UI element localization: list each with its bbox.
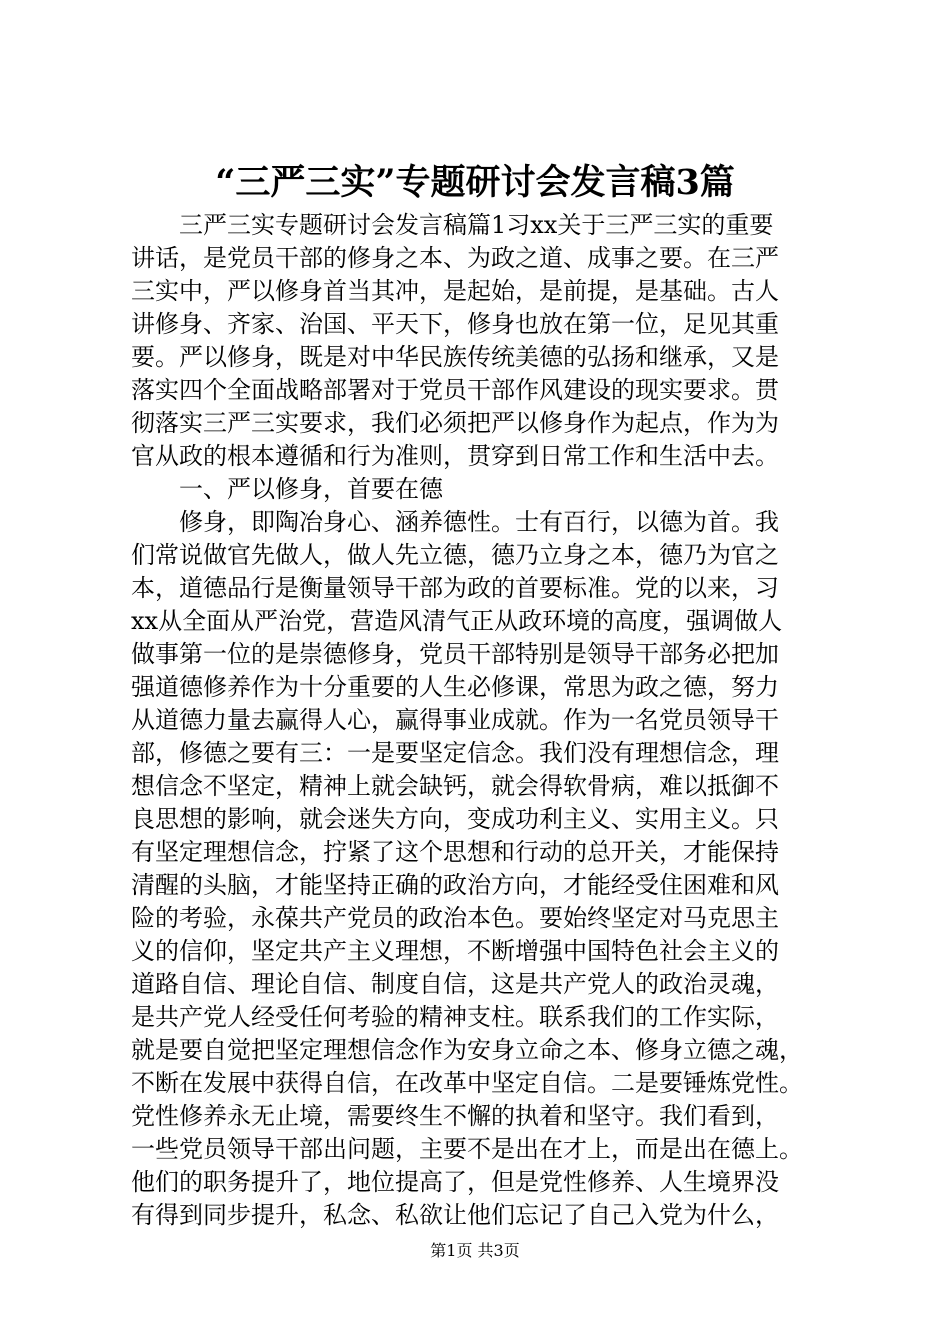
text-line: 有坚定理想信念，拧紧了这个思想和行动的总开关，才能保持	[131, 838, 779, 866]
section-heading: 一、严以修身，首要在德	[179, 475, 443, 503]
text-line: 道路自信、理论自信、制度自信，这是共产党人的政治灵魂，	[131, 970, 779, 998]
text-line: 险的考验，永葆共产党员的政治本色。要始终坚定对马克思主	[131, 904, 779, 932]
document-body	[131, 209, 831, 1232]
text-line: 做事第一位的是崇德修身，党员干部特别是领导干部务必把加	[131, 640, 779, 668]
text-line: 本，道德品行是衡量领导干部为政的首要标准。党的以来，习	[131, 574, 779, 602]
text-line: 是共产党人经受任何考验的精神支柱。联系我们的工作实际，	[131, 1003, 779, 1031]
text-line: 要。严以修身，既是对中华民族传统美德的弘扬和继承，又是	[131, 343, 779, 371]
text-line: 一些党员领导干部出问题，主要不是出在才上，而是出在德上。	[131, 1135, 803, 1163]
text-line: 们常说做官先做人，做人先立德，德乃立身之本，德乃为官之	[131, 541, 779, 569]
text-line: 就是要自觉把坚定理想信念作为安身立命之本、修身立德之魂，	[131, 1036, 803, 1064]
document-title: “三严三实”专题研讨会发言稿3篇	[215, 162, 735, 203]
text-line: 义的信仰，坚定共产主义理想，不断增强中国特色社会主义的	[131, 937, 779, 965]
text-line: 三实中，严以修身首当其冲，是起始，是前提，是基础。古人	[131, 277, 779, 305]
text-line: 党性修养永无止境，需要终生不懈的执着和坚守。我们看到，	[131, 1102, 779, 1130]
text-line: 讲话，是党员干部的修身之本、为政之道、成事之要。在三严	[131, 244, 779, 272]
page-footer: 第1页 共3页	[430, 1241, 520, 1260]
text-line: 修身，即陶冶身心、涵养德性。士有百行，以德为首。我	[179, 508, 779, 536]
text-line: 讲修身、齐家、治国、平天下，修身也放在第一位，足见其重	[131, 310, 779, 338]
text-line: 官从政的根本遵循和行为准则，贯穿到日常工作和生活中去。	[131, 442, 779, 470]
text-line: 彻落实三严三实要求，我们必须把严以修身作为起点，作为为	[131, 409, 779, 437]
text-line: 他们的职务提升了，地位提高了，但是党性修养、人生境界没	[131, 1168, 779, 1196]
text-line: 想信念不坚定，精神上就会缺钙，就会得软骨病，难以抵御不	[131, 772, 779, 800]
text-line: 有得到同步提升，私念、私欲让他们忘记了自己入党为什么，	[131, 1201, 779, 1229]
text-line: 良思想的影响，就会迷失方向，变成功利主义、实用主义。只	[131, 805, 779, 833]
text-line: 从道德力量去赢得人心，赢得事业成就。作为一名党员领导干	[131, 706, 779, 734]
text-line: 落实四个全面战略部署对于党员干部作风建设的现实要求。贯	[131, 376, 779, 404]
text-line: 清醒的头脑，才能坚持正确的政治方向，才能经受住困难和风	[131, 871, 779, 899]
text-line: 强道德修养作为十分重要的人生必修课，常思为政之德，努力	[131, 673, 779, 701]
text-line: 三严三实专题研讨会发言稿篇1习xx关于三严三实的重要	[179, 211, 774, 239]
text-line: 不断在发展中获得自信，在改革中坚定自信。二是要锤炼党性。	[131, 1069, 803, 1097]
text-line: 部，修德之要有三：一是要坚定信念。我们没有理想信念，理	[131, 739, 779, 767]
text-line: xx从全面从严治党，营造风清气正从政环境的高度，强调做人	[131, 607, 783, 635]
